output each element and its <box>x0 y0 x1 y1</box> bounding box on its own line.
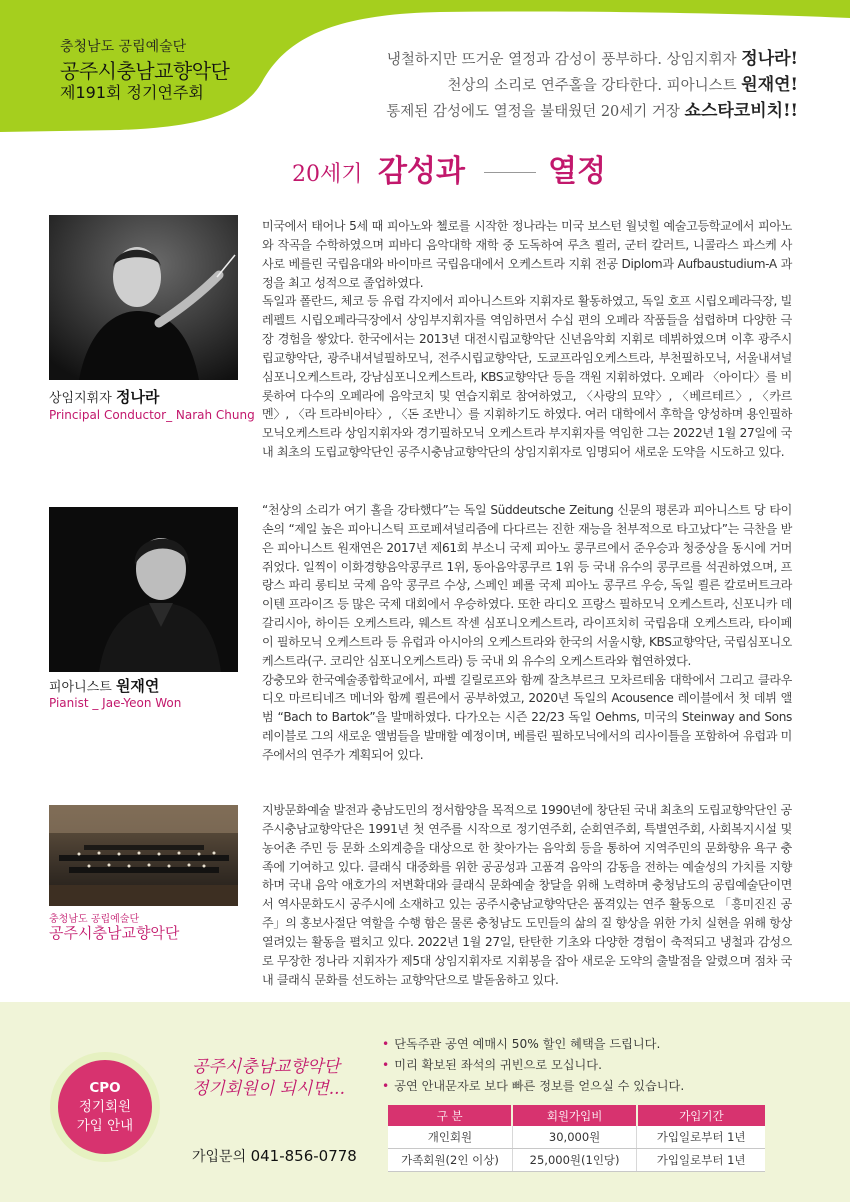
orchestra-org: 충청남도 공립예술단 <box>49 914 140 925</box>
orchestra-bio-paragraph: 지방문화예술 발전과 충남도민의 정서함양을 목적으로 1990년에 창단된 국내 최초의 도립교향악단인 공주시충남교향악단은 1991년 첫 연주를 시작으로 정기연주회, 순회연주회, 특별연주회, 사회복지시설 및 농어촌 주민 등 문화 소외계층을 대상으로 한 찾아가는 음악회 등을 통하여 지역주민의 문화향유 욕구 충족에 기여하고 있다. 클래식 대중화를 위한 공공성과 고품격 음악의 감동을 전하는 예술성의 가치를 지향하며 국내 음악 애호가의 저변확대와 클래식 문화예술 창달을 위해 노력하며 충청남도의 공립예술단이면서 역사문화도시 공주시에 소재하고 있는 공주시충남교향악단은 품격있는 연주 활동으로 「흥미진진 공주」의 홍보사절단 역할을 수행 함은 물론 충청남도 도민들의 삶의 질 향상을 위한 가치 실현을 위해 항상 열려있는 활동을 펼치고 있다. 2022년 1월 27일, 탄탄한 기초와 다양한 경험이 축적되고 냉철과 감성으로 무장한 정나라 지휘자가 제5대 상임지휘자로 지휘봉을 잡아 새로운 도약의 출발점을 알렸으며 점차 국내 클래식 문화를 선도하는 교향악단으로 발돋움하고 있다. <box>262 803 792 987</box>
pianist-bio-paragraph: 강충모와 한국예술종합학교에서, 파벨 길릴로프와 함께 잘츠부르크 모차르테움 대학에서 그리고 클라우디오 마르티네즈 메너와 함께 쾰른에서 공부하였고, 2020년 독일의 Acousence 레이블에서 첫 데뷔 앨범 “Bach to Bartok”을 발매하였다. 다가오는 시즌 22/23 독일 Oehms, 미국의 Steinway and Sons 레이블로 그의 새로운 앨범들을 발매할 예정이며, 베를린 필하모닉에서의 리사이틀을 포함하여 유럽과 미주에서의 연주가 계획되어 있다. <box>262 672 792 762</box>
table-row <box>388 1126 765 1149</box>
section-title-prefix: 20세기 <box>292 162 363 187</box>
membership-badge <box>58 1060 152 1154</box>
benefit-item: • 공연 안내문자로 보다 빠른 정보를 얻으실 수 있습니다. <box>382 1079 685 1093</box>
table-cell: 30,000원 <box>512 1126 636 1149</box>
tagline-1: 냉철하지만 뜨거운 열정과 감성이 풍부하다. 상임지휘자 정나라! <box>386 49 798 69</box>
membership-contact: 가입문의 041-856-0778 <box>192 1147 357 1165</box>
table-header: 회원가입비 <box>512 1105 636 1126</box>
conductor-name-en: Principal Conductor_ Narah Chung <box>49 408 255 422</box>
orchestra-photo <box>49 805 238 906</box>
conductor-bio-paragraph: 미국에서 태어나 5세 때 피아노와 첼로를 시작한 정나라는 미국 보스턴 월넛힐 예술고등학교에서 피아노와 작곡을 수학하였으며 피바디 음악대학 재학 중 도독하여 루츠 쾰러, 군터 칼러트, 니콜라스 파스케 사사로 베를린 국립음대와 바이마르 국립음대에서 오케스트라 지휘 전공 Diplom과 Aufbaustudium-A 과정을 최고 성적으로 졸업하였다. <box>262 219 792 290</box>
tagline-3: 통제된 감성에도 열정을 불태웠던 20세기 거장 쇼스타코비치!! <box>386 101 798 121</box>
header-concert: 제191회 정기연주회 <box>60 83 204 102</box>
table-cell: 25,000원(1인당) <box>512 1149 636 1172</box>
orchestra-name: 공주시충남교향악단 <box>49 924 180 942</box>
contact-phone[interactable]: 041-856-0778 <box>250 1147 357 1165</box>
pianist-role: 피아니스트 원재연 <box>49 677 160 695</box>
section-title-main-2: 열정 <box>548 154 606 189</box>
table-cell: 개인회원 <box>388 1126 512 1149</box>
conductor-photo <box>49 215 238 380</box>
promo-line-1: 공주시충남교향악단 <box>192 1057 340 1077</box>
conductor-bio-paragraph: 독일과 폴란드, 체코 등 유럽 각지에서 피아니스트와 지휘자로 활동하였고, 독일 호프 시립오페라극장, 빌레펠트 시립오페라극장에서 상임부지휘자를 역임하면서 수십 편의 오페라 작품들을 섭렵하며 다양한 극장 경험을 쌓았다. 한국에서는 2013년 대전시립교향악단 신년음악회 지휘로 데뷔하였으며 이후 광주시립교향악단, 광주내셔널필하모닉, 전주시립교향악단, 도쿄프라임오케스트라, 부천필하모닉, 서울내셔널심포니오케스트라, 강남심포니오케스트라, KBS교향악단 등을 객원 지휘하였다. 오페라 〈아이다〉를 비롯하여 다수의 오페라에 음악코치 및 연습지휘로 참여하였고, 〈사랑의 묘약〉, 〈베르테르〉, 〈카르멘〉, 〈라 트라비아타〉, 〈돈 조반니〉를 지휘하기도 하였다. 여러 대학에서 후학을 양성하며 용인필하모닉오케스트라 상임지휘자와 경기필하모닉 오케스트라 부지휘자를 역임한 그는 2022년 1월 27일에 국내 최초의 도립교향악단인 공주시충남교향악단의 상임지휘자로 임명되어 새로운 도약을 시도하고 있다. <box>262 294 792 460</box>
section-title-main-1: 감성과 <box>378 154 465 189</box>
bullet-icon: • <box>382 1037 390 1051</box>
conductor-bio <box>262 217 792 462</box>
table-header: 구 분 <box>388 1105 512 1126</box>
conductor-role: 상임지휘자 정나라 <box>49 388 160 406</box>
pianist-bio-paragraph: “천상의 소리가 여기 홀을 강타했다”는 독일 Süddeutsche Zeitung 신문의 평론과 피아니스트 당 타이 손의 “제일 높은 피아니스틱 프로페셔널리즘에 다다르는 진한 재능을 천부적으로 타고났다”는 극찬을 받은 피아니스트 원재연은 2017년 제61회 부소니 국제 피아노 콩쿠르에서 준우승과 청중상을 동시에 거머쥐었다. 일찍이 이화경향음악콩쿠르 1위, 동아음악콩쿠르 1위 등 국내 유수의 콩쿠르를 석권하였으며, 프랑스 파리 롱티보 국제 음악 콩쿠르 수상, 스페인 페롤 국제 피아노 콩쿠르 우승, 독일 쾰른 칼로버트크라이텐 프라이즈 등 많은 국제 대회에서 우승하였다. 또한 라디오 프랑스 필하모닉 오케스트라, 신포니카 데 갈리시아, 하이든 오케스트라, 웨스트 작센 심포니오케스트라, 라이프치히 국립음대 오케스트라, 타이페이 필하모닉 오케스트라 등 유럽과 아시아의 오케스트라와 한국의 서울시향, KBS교향악단, 국립심포니오케스트라(구. 코리안 심포니오케스트라) 등 국내 외 유수의 오케스트라와 협연하였다. <box>262 503 792 668</box>
table-cell: 가입일로부터 1년 <box>637 1126 765 1149</box>
pianist-name-en: Pianist _ Jae-Yeon Won <box>49 696 182 710</box>
orchestra-bio <box>262 801 792 989</box>
table-header: 가입기간 <box>637 1105 765 1126</box>
table-cell: 가족회원(2인 이상) <box>388 1149 512 1172</box>
tagline-2: 천상의 소리로 연주홀을 강타한다. 피아니스트 원재연! <box>447 75 798 95</box>
membership-fee-table <box>388 1105 765 1172</box>
benefit-item: • 미리 확보된 좌석의 귀빈으로 모십니다. <box>382 1058 602 1072</box>
bullet-icon: • <box>382 1079 390 1093</box>
badge-line: 가입 안내 <box>76 1117 134 1134</box>
header-title: 공주시충남교향악단 <box>60 59 230 83</box>
pianist-photo <box>49 507 238 672</box>
benefit-item: • 단독주관 공연 예매시 50% 할인 혜택을 드립니다. <box>382 1037 661 1051</box>
table-row <box>388 1149 765 1172</box>
badge-line: CPO <box>89 1079 121 1096</box>
pianist-bio <box>262 501 792 765</box>
bullet-icon: • <box>382 1058 390 1072</box>
table-header-row <box>388 1105 765 1126</box>
table-cell: 가입일로부터 1년 <box>637 1149 765 1172</box>
promo-line-2: 정기회원이 되시면... <box>192 1079 345 1099</box>
section-title-divider <box>484 172 536 173</box>
badge-line: 정기회원 <box>78 1098 132 1115</box>
header-org: 충청남도 공립예술단 <box>60 39 187 55</box>
